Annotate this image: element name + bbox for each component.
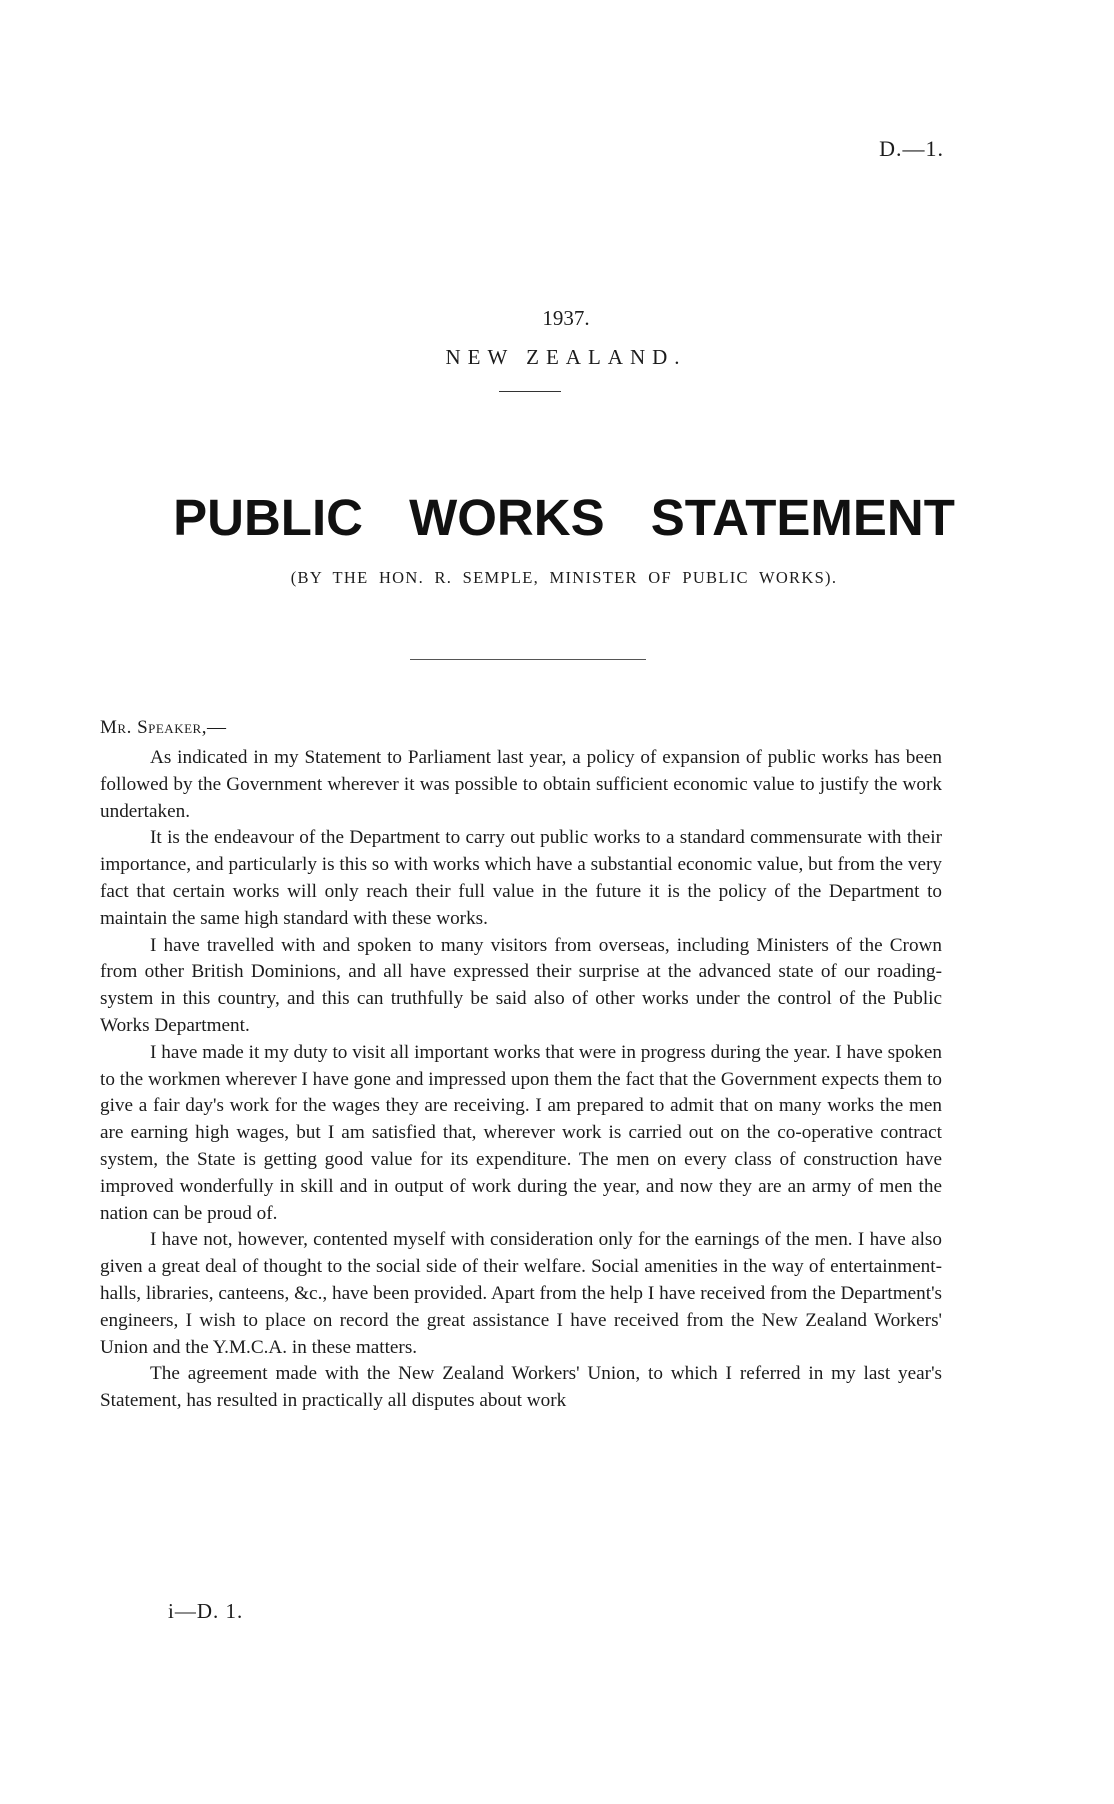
paragraph-4: I have made it my duty to visit all important works that were in progress during the year. I have spoken to the workmen wherever I have gone and impressed upon them the fact that the Government expects them to give a fair day's work for the wages they are receiving. I am prepared to admit that on many works the men are earning high wages, but I am satisfied that, wherever work is carried out on the co-operative contract system, the State is getting good value for its expenditure. The men on every class of construction have improved wonderfully in skill and in output of work during the year, and now they are an army of men the nation can be proud of. xyxy=(100,1041,942,1224)
page-signature: i—D. 1. xyxy=(168,1599,244,1623)
page-subtitle: (BY THE HON. R. SEMPLE, MINISTER OF PUBLIC WORKS). xyxy=(290,568,838,587)
paragraph-5: I have not, however, contented myself with consideration only for the earnings of the men. I have also given a great deal of thought to the social side of their welfare. Social amenities in the way of entertainment-halls, libraries, canteens, &c., have been provided. Apart from the help I have received from the Department's engineers, I wish to place on record the great assistance I have received from the New Zealand Workers' Union and the Y.M.C.A. in these matters. xyxy=(100,1229,942,1358)
salutation: Mr. Speaker,— xyxy=(100,717,227,738)
paragraph-2: It is the endeavour of the Department to carry out public works to a standard commensurate with their importance, and particularly is this so with works which have a substantial economic value, but from the very fact that certain works will only reach their full value in the future it is the policy of the Department to maintain the same high standard with these works. xyxy=(100,827,942,929)
statement-body xyxy=(100,745,942,1415)
divider-long xyxy=(410,659,646,660)
paragraph-3: I have travelled with and spoken to many visitors from overseas, including Ministers of the Crown from other British Dominions, and all have expressed their surprise at the advanced state of our roading-system in this country, and this can truthfully be said also of other works under the control of the Public Works Department. xyxy=(100,934,942,1036)
page-title: PUBLIC WORKS STATEMENT xyxy=(173,489,955,546)
document-country: NEW ZEALAND. xyxy=(445,345,687,369)
paragraph-1: As indicated in my Statement to Parliament last year, a policy of expansion of public works has been followed by the Government wherever it was possible to obtain sufficient economic value to justify the work undertaken. xyxy=(100,747,942,822)
paragraph-6: The agreement made with the New Zealand Workers' Union, to which I referred in my last year's Statement, has resulted in practically all disputes about work xyxy=(100,1363,942,1412)
divider-short xyxy=(499,391,561,392)
document-year: 1937. xyxy=(542,306,590,330)
document-code: D.—1. xyxy=(879,136,944,161)
